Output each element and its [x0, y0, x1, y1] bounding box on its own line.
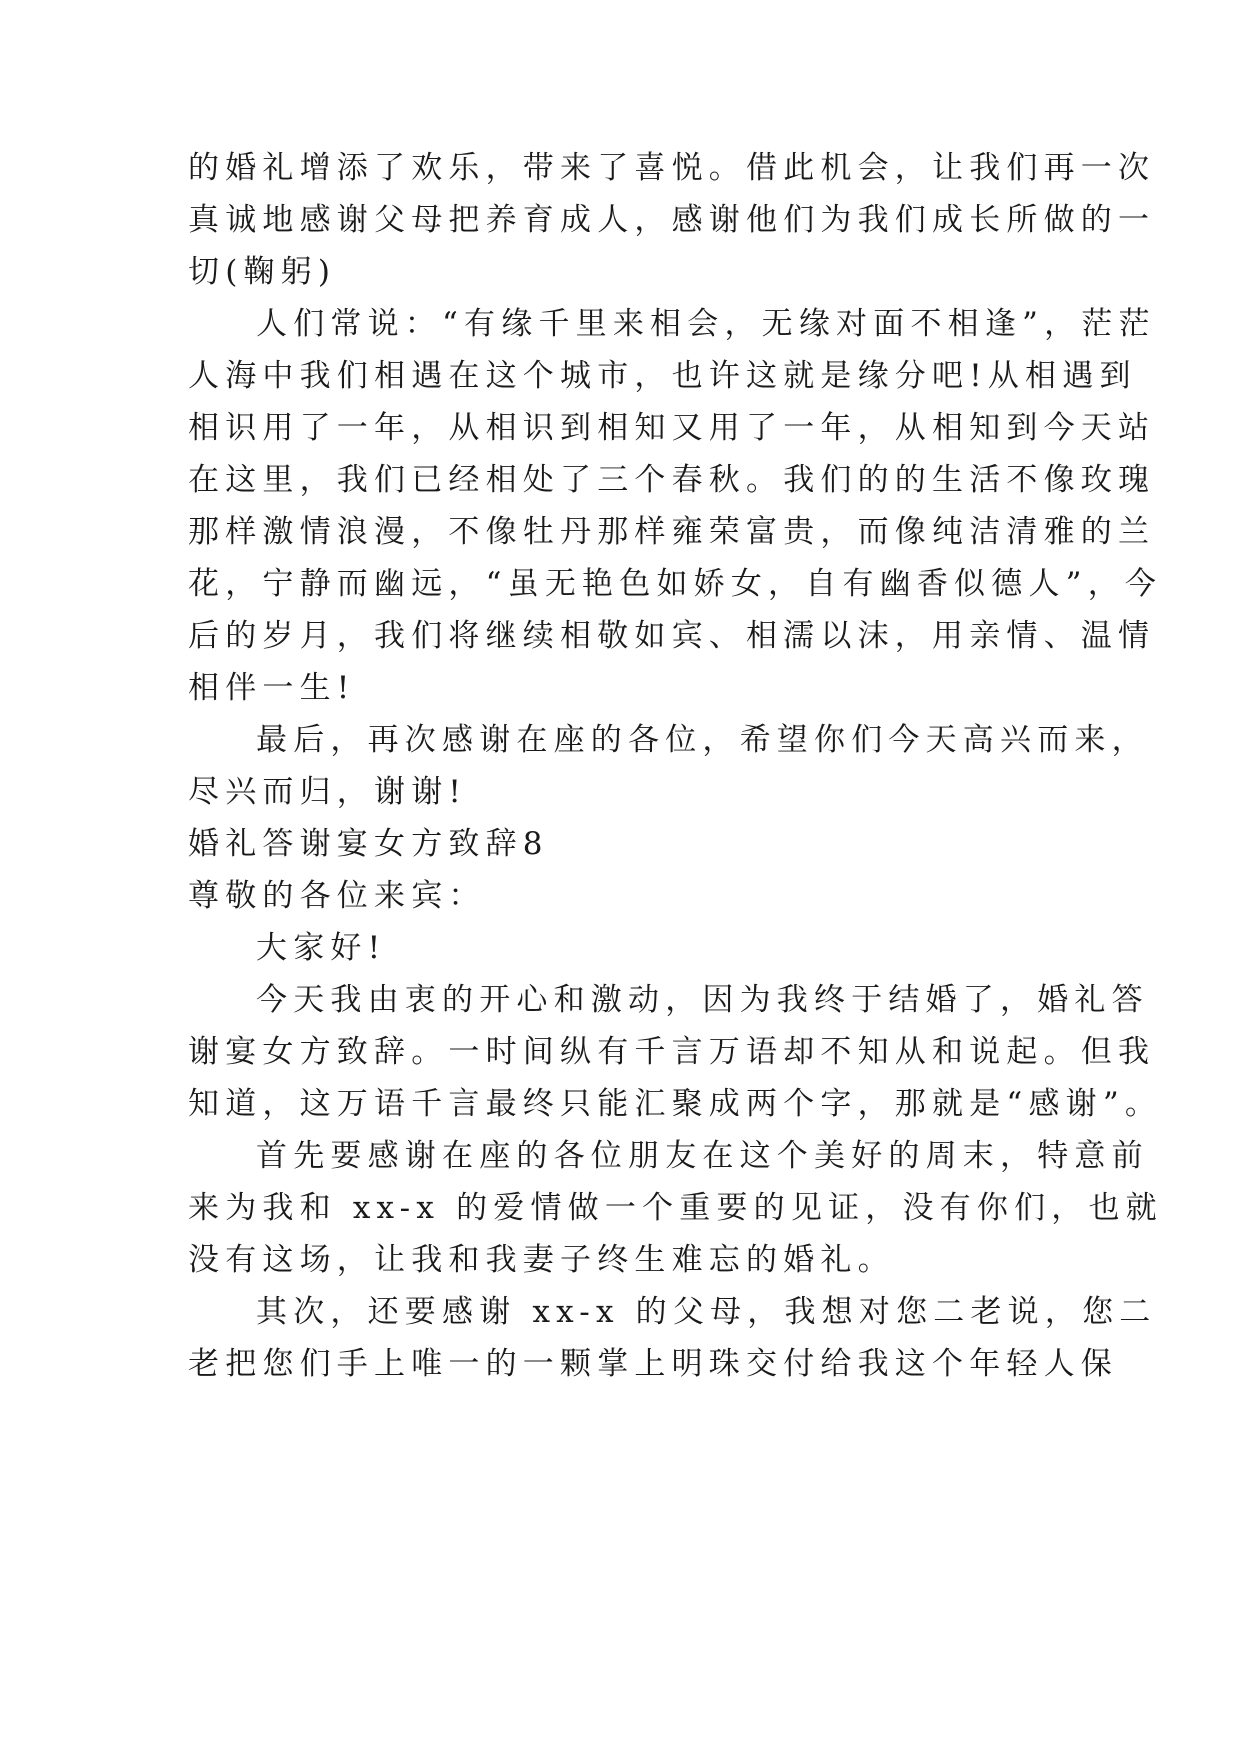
paragraph-line: 谢宴女方致辞。一时间纵有千言万语却不知从和说起。但我: [188, 1034, 1156, 1070]
paragraph-line: 首先要感谢在座的各位朋友在这个美好的周末，特意前: [256, 1138, 1149, 1174]
paragraph-line: 相伴一生!: [188, 670, 356, 706]
paragraph-line: 在这里，我们已经相处了三个春秋。我们的的生活不像玫瑰: [188, 462, 1156, 498]
section-title: 婚礼答谢宴女方致辞8: [188, 826, 549, 862]
salutation: 尊敬的各位来宾：: [188, 878, 486, 914]
paragraph-line: 知道，这万语千言最终只能汇聚成两个字，那就是“感谢”。: [188, 1086, 1163, 1122]
paragraph-line: 来为我和 xx-x 的爱情做一个重要的见证，没有你们，也就: [188, 1190, 1163, 1226]
paragraph-line: 的婚礼增添了欢乐，带来了喜悦。借此机会，让我们再一次: [188, 150, 1156, 186]
paragraph-line: 人海中我们相遇在这个城市，也许这就是缘分吧!从相遇到: [188, 358, 1137, 394]
paragraph-line: 其次，还要感谢 xx-x 的父母，我想对您二老说，您二: [256, 1294, 1157, 1330]
paragraph-line: 今天我由衷的开心和激动，因为我终于结婚了，婚礼答: [256, 982, 1149, 1018]
paragraph-line: 老把您们手上唯一的一颗掌上明珠交付给我这个年轻人保: [188, 1346, 1118, 1382]
paragraph-line: 花，宁静而幽远，“虽无艳色如娇女，自有幽香似德人”，今: [188, 566, 1163, 602]
paragraph-line: 那样激情浪漫，不像牡丹那样雍荣富贵，而像纯洁清雅的兰: [188, 514, 1156, 550]
paragraph-line: 切(鞠躬): [188, 254, 337, 290]
paragraph-line: 真诚地感谢父母把养育成人，感谢他们为我们成长所做的一: [188, 202, 1156, 238]
paragraph-line: 后的岁月，我们将继续相敬如宾、相濡以沫，用亲情、温情: [188, 618, 1156, 654]
paragraph-line: 尽兴而归，谢谢!: [188, 774, 468, 810]
paragraph-line: 没有这场，让我和我妻子终生难忘的婚礼。: [188, 1242, 895, 1278]
paragraph-line: 最后，再次感谢在座的各位，希望你们今天高兴而来，: [256, 722, 1149, 758]
paragraph-line: 相识用了一年，从相识到相知又用了一年，从相知到今天站: [188, 410, 1156, 446]
paragraph-line: 人们常说：“有缘千里来相会，无缘对面不相逢”，茫茫: [256, 306, 1156, 342]
greeting: 大家好!: [256, 930, 387, 966]
